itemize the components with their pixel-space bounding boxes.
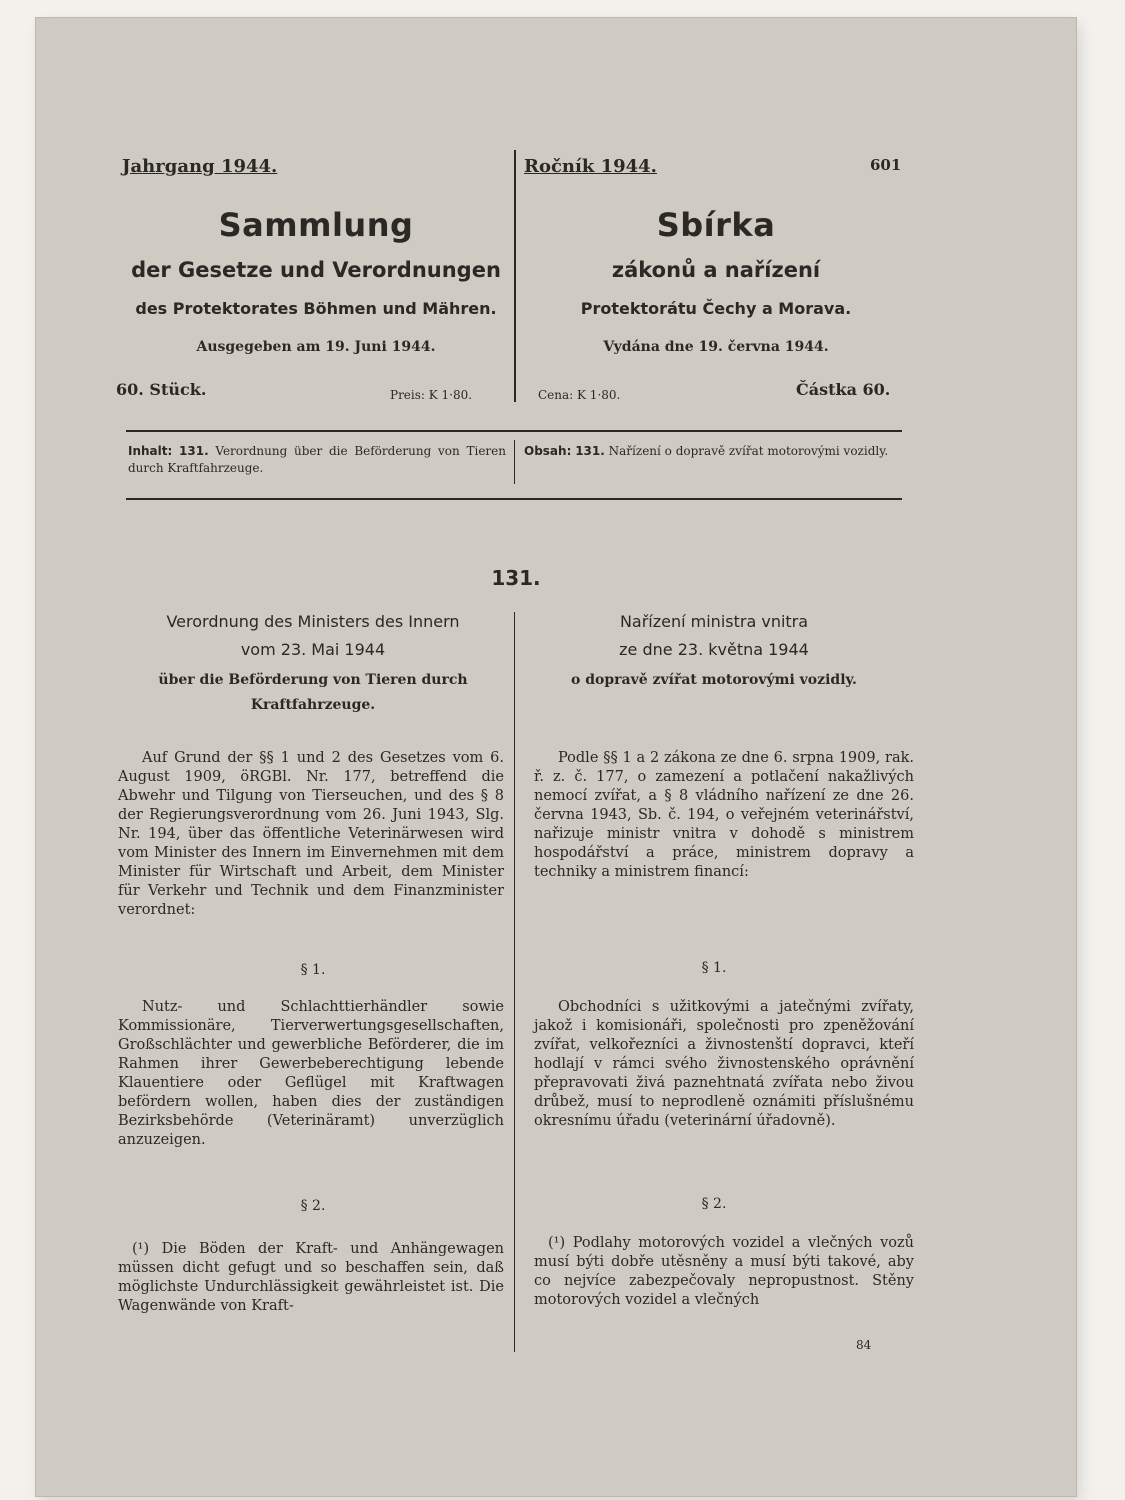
intro-de: Auf Grund der §§ 1 und 2 des Gesetzes vom 6. August 1909, öRGBl. Nr. 177, betreffend die Abwehr und Tilgung von Tierseuchen, und des § 8 der Regierungsverordnung vom 26. Juni 1943, Slg. Nr. 194, über das öffentliche Veterinärwesen wird vom Minister des Innern im Einvernehmen mit dem Minister für Wirtschaft und Arbeit, dem Minister für Verkehr und Technik und dem Finanzminister verordnet: (118, 750, 504, 918)
law-date-cz: ze dne 23. května 1944 (619, 640, 809, 659)
header-divider (514, 150, 516, 402)
document-page (36, 18, 1076, 1496)
contents-divider (514, 440, 515, 484)
intro-cz: Podle §§ 1 a 2 zákona ze dne 6. srpna 1909, rak. ř. z. č. 177, o zamezení a potlačení nakažlivých nemocí zvířat, a § 8 vládního nařízení ze dne 26. června 1943, Sb. č. 194, o veřejném veterinářství, nařizuje ministr vnitra v dohodě s ministrem hospodářství a práce, ministrem dopravy a techniky a ministrem financí: (534, 750, 914, 880)
contents-bottom-rule (126, 498, 902, 500)
contents-text-cz: Nařízení o dopravě zvířat motorovými vozidly. (608, 444, 889, 458)
piece-de: 60. Stück. (116, 380, 207, 399)
issued-de: Ausgegeben am 19. Juni 1944. (196, 339, 436, 355)
section2-title-de: § 2. (300, 1198, 326, 1214)
title-cz: Sbírka (656, 206, 776, 244)
year-label-cz: Ročník 1944. (524, 156, 657, 177)
contents-label-cz: Obsah: (524, 444, 572, 458)
law-date-de: vom 23. Mai 1944 (240, 640, 386, 659)
law-number: 131. (491, 566, 541, 590)
contents-num-de: 131. (179, 444, 209, 458)
contents-label-de: Inhalt: (128, 444, 173, 458)
law-subject-cz: o dopravě zvířat motorovými vozidly. (571, 672, 857, 688)
sheet-number: 84 (856, 1338, 872, 1352)
section1-text-cz: Obchodníci s užitkovými a jatečnými zvířaty, jakož i komisionáři, společnosti pro zpeněžování zvířat, velkořezníci a živnostenští dopravci, kteří hodlají v rámci svého živnostenského oprávnění přepravovati živá paznehtnatá zvířata nebo živou drůbež, musí to neprodleně oznámiti příslušnému okresnímu úřadu (veterinární úřadovně). (534, 999, 914, 1129)
section1-title-cz: § 1. (701, 960, 727, 976)
law-subject-de-1: über die Beförderung von Tieren durch (158, 672, 468, 688)
contents-top-rule (126, 430, 902, 432)
contents-text-de: Verordnung über die Beförderung von Tieren durch Kraftfahrzeuge. (128, 444, 506, 475)
law-subject-de-2: Kraftfahrzeuge. (250, 697, 376, 713)
section1-title-de: § 1. (300, 962, 326, 978)
section2-text-de: (¹) Die Böden der Kraft- und Anhängewagen müssen dicht gefugt und so beschaffen sein, daß möglichste Undurchlässigkeit gewährleistet ist. Die Wagenwände von Kraft- (118, 1241, 504, 1314)
section2-title-cz: § 2. (701, 1196, 727, 1212)
contents-num-cz: 131. (575, 444, 605, 458)
subtitle-cz: zákonů a nařízení (611, 258, 821, 282)
subtitle2-cz: Protektorátu Čechy a Morava. (580, 299, 852, 318)
year-label-de: Jahrgang 1944. (122, 156, 278, 177)
price-cz: Cena: K 1·80. (538, 388, 621, 402)
title-de: Sammlung (218, 206, 414, 244)
contents-de (128, 443, 506, 477)
law-title-de: Verordnung des Ministers des Innern (166, 612, 460, 631)
contents-cz (524, 443, 900, 460)
subtitle2-de: des Protektorates Böhmen und Mähren. (135, 299, 497, 318)
piece-cz: Částka 60. (796, 380, 891, 399)
subtitle-de: der Gesetze und Verordnungen (131, 258, 501, 282)
law-title-cz: Nařízení ministra vnitra (619, 612, 809, 631)
section1-text-de: Nutz- und Schlachttierhändler sowie Kommissionäre, Tierverwertungsgesellschaften, Großschlächter und gewerbliche Beförderer, die im Rahmen ihrer Gewerbeberechtigung lebende Klauentiere oder Geflügel mit Kraftwagen befördern wollen, haben dies der zuständigen Bezirksbehörde (Veterinäramt) unverzüglich anzuzeigen. (118, 999, 504, 1148)
section2-text-cz: (¹) Podlahy motorových vozidel a vlečných vozů musí býti dobře utěsněny a musí býti takové, aby co nejvíce zabezpečovaly nepropustnost. Stěny motorových vozidel a vlečných (534, 1235, 914, 1308)
column-divider (514, 612, 515, 1352)
page-number: 601 (870, 156, 902, 174)
price-de: Preis: K 1·80. (390, 388, 473, 402)
issued-cz: Vydána dne 19. června 1944. (603, 339, 829, 355)
